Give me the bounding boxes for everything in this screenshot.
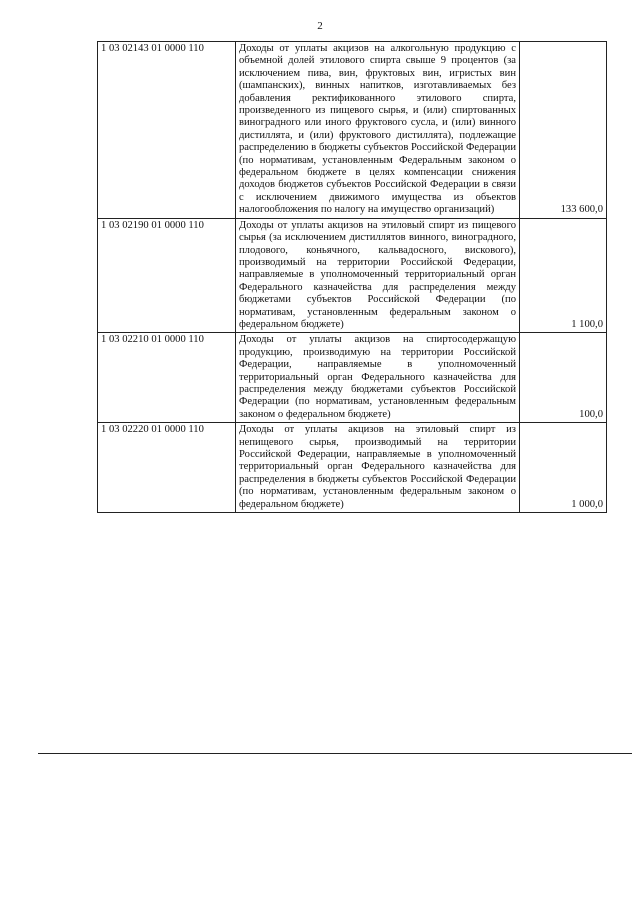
revenue-code: 1 03 02143 01 0000 110 bbox=[98, 42, 236, 219]
revenue-amount: 1 000,0 bbox=[520, 423, 607, 513]
revenue-table bbox=[97, 41, 607, 513]
table-row bbox=[98, 333, 607, 423]
revenue-amount: 1 100,0 bbox=[520, 218, 607, 333]
revenue-description: Доходы от уплаты акцизов на этиловый спирт из непищевого сырья, производимый на территории Российской Федерации, направляемые в уполномоченный территориальный орган Федерального казначейства для распределения в бюджеты субъектов Российской Федерации (по нормативам, установленным федеральным законом о федеральном бюджете) bbox=[236, 423, 520, 513]
revenue-description: Доходы от уплаты акцизов на алкогольную продукцию с объемной долей этилового спирта свыше 9 процентов (за исключением пива, вин, фруктовых вин, игристых вин (шампанских), винных напитков, изготавливаемых без добавления ректификованного этилового спирта, произведенного из пищевого сырья, и (или) спиртованных виноградного или иного фруктового сусла, и (или) винного дистиллята, и (или) фруктового дистиллята), подлежащие распределению в бюджеты субъектов Российской Федерации (по нормативам, установленным Федеральным законом о федеральном бюджете в целях компенсации снижения доходов бюджетов субъектов Российской Федерации в связи с исключением движимого имущества из объектов налогообложения по налогу на имущество организаций) bbox=[236, 42, 520, 219]
table-row bbox=[98, 423, 607, 513]
revenue-description: Доходы от уплаты акцизов на этиловый спирт из пищевого сырья (за исключением дистиллятов винного, виноградного, плодового, коньячного, кальвадосного, вискового), производимый на территории Российской Федерации, направляемые в уполномоченный территориальный орган Федерального казначейства для распределения между бюджетами субъектов Российской Федерации (по нормативам, установленным федеральным законом о федеральном бюджете) bbox=[236, 218, 520, 333]
table-row bbox=[98, 42, 607, 219]
revenue-amount: 100,0 bbox=[520, 333, 607, 423]
revenue-code: 1 03 02210 01 0000 110 bbox=[98, 333, 236, 423]
revenue-code: 1 03 02220 01 0000 110 bbox=[98, 423, 236, 513]
revenue-amount: 133 600,0 bbox=[520, 42, 607, 219]
page-number: 2 bbox=[317, 20, 323, 32]
footer-divider bbox=[38, 753, 632, 754]
revenue-description: Доходы от уплаты акцизов на спиртосодержащую продукцию, производимую на территории Российской Федерации, направляемые в уполномоченный территориальный орган Федерального казначейства для распределения между бюджетами субъектов Российской Федерации (по нормативам, установленным федеральным законом о федеральном бюджете) bbox=[236, 333, 520, 423]
revenue-code: 1 03 02190 01 0000 110 bbox=[98, 218, 236, 333]
table-row bbox=[98, 218, 607, 333]
